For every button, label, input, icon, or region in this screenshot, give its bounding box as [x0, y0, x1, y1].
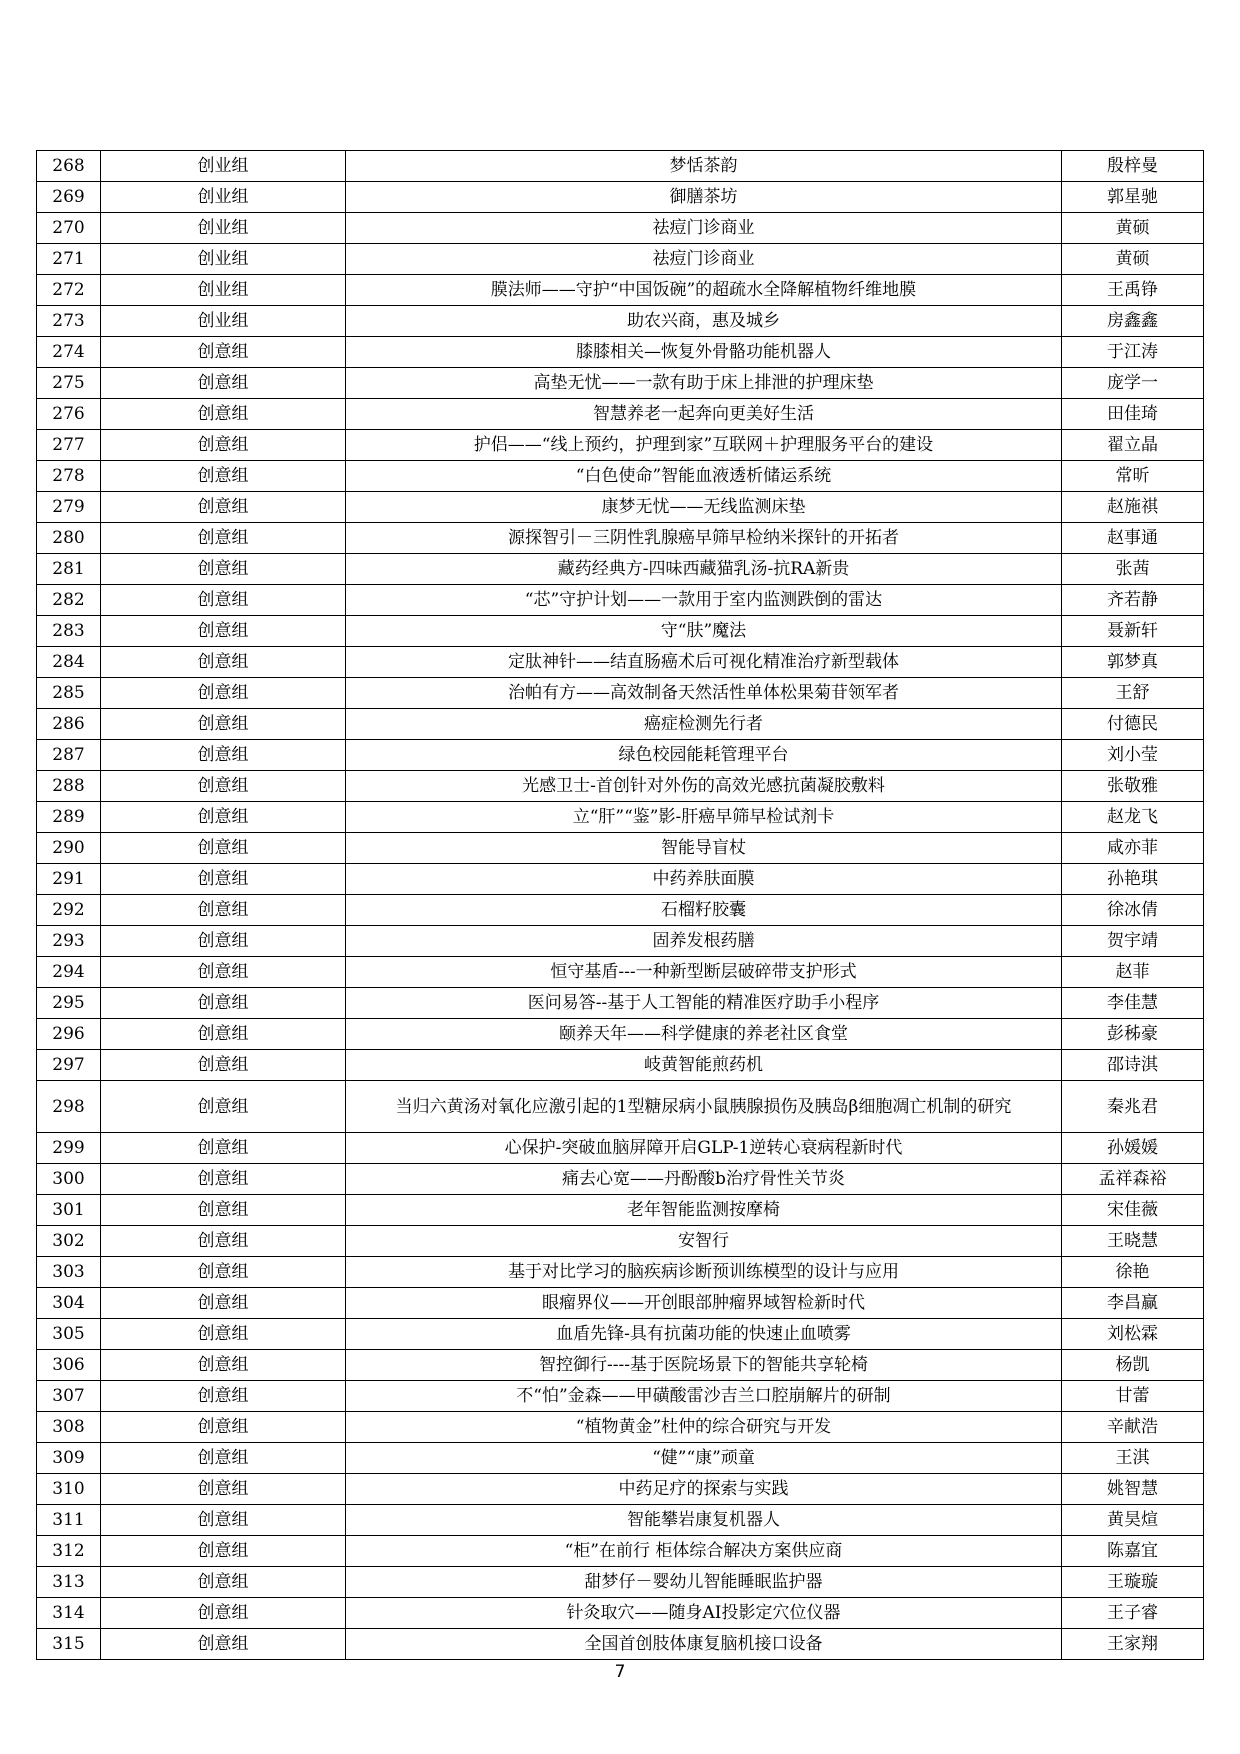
leader-name-cell: 杨凯 [1062, 1350, 1204, 1381]
table-row [37, 1081, 1204, 1133]
project-title-cell: 血盾先锋-具有抗菌功能的快速止血喷雾 [346, 1319, 1062, 1350]
project-title-cell: 祛痘门诊商业 [346, 213, 1062, 244]
table-row [37, 1350, 1204, 1381]
table-row [37, 1474, 1204, 1505]
project-title-cell: “健”“康”顽童 [346, 1443, 1062, 1474]
project-title-cell: 眼瘤界仪——开创眼部肿瘤界域智检新时代 [346, 1288, 1062, 1319]
row-number: 287 [37, 740, 101, 771]
row-number: 269 [37, 182, 101, 213]
project-title-cell: 中药养肤面膜 [346, 864, 1062, 895]
leader-name-cell: 庞学一 [1062, 368, 1204, 399]
group-cell: 创意组 [101, 895, 346, 926]
project-title-cell: 不“怕”金森——甲磺酸雷沙吉兰口腔崩解片的研制 [346, 1381, 1062, 1412]
leader-name-cell: 张敬雅 [1062, 771, 1204, 802]
leader-name-cell: 辛献浩 [1062, 1412, 1204, 1443]
project-title-cell: 光感卫士-首创针对外伤的高效光感抗菌凝胶敷料 [346, 771, 1062, 802]
row-number: 285 [37, 678, 101, 709]
project-title-cell: 智能导盲杖 [346, 833, 1062, 864]
group-cell: 创业组 [101, 151, 346, 182]
table-row [37, 864, 1204, 895]
table-row [37, 1629, 1204, 1660]
leader-name-cell: 黄昊煊 [1062, 1505, 1204, 1536]
project-title-cell: 中药足疗的探索与实践 [346, 1474, 1062, 1505]
table-row [37, 337, 1204, 368]
row-number: 286 [37, 709, 101, 740]
table-row [37, 1195, 1204, 1226]
leader-name-cell: 常昕 [1062, 461, 1204, 492]
leader-name-cell: 赵事通 [1062, 523, 1204, 554]
leader-name-cell: 王璇璇 [1062, 1567, 1204, 1598]
leader-name-cell: 秦兆君 [1062, 1081, 1204, 1133]
row-number: 274 [37, 337, 101, 368]
group-cell: 创意组 [101, 1319, 346, 1350]
table-row [37, 1443, 1204, 1474]
project-title-cell: “白色使命”智能血液透析储运系统 [346, 461, 1062, 492]
leader-name-cell: 宋佳薇 [1062, 1195, 1204, 1226]
leader-name-cell: 徐冰倩 [1062, 895, 1204, 926]
table-row [37, 1412, 1204, 1443]
project-title-cell: 老年智能监测按摩椅 [346, 1195, 1062, 1226]
project-title-cell: 癌症检测先行者 [346, 709, 1062, 740]
leader-name-cell: 翟立晶 [1062, 430, 1204, 461]
project-list-body [37, 151, 1204, 1660]
table-row [37, 1164, 1204, 1195]
table-row [37, 554, 1204, 585]
row-number: 281 [37, 554, 101, 585]
leader-name-cell: 王禹铮 [1062, 275, 1204, 306]
table-row [37, 213, 1204, 244]
group-cell: 创意组 [101, 1567, 346, 1598]
leader-name-cell: 刘松霖 [1062, 1319, 1204, 1350]
group-cell: 创业组 [101, 213, 346, 244]
table-row [37, 461, 1204, 492]
leader-name-cell: 孙艳琪 [1062, 864, 1204, 895]
row-number: 310 [37, 1474, 101, 1505]
project-title-cell: “植物黄金”杜仲的综合研究与开发 [346, 1412, 1062, 1443]
group-cell: 创意组 [101, 399, 346, 430]
leader-name-cell: 陈嘉宜 [1062, 1536, 1204, 1567]
leader-name-cell: 彭秭豪 [1062, 1019, 1204, 1050]
group-cell: 创意组 [101, 1226, 346, 1257]
group-cell: 创意组 [101, 337, 346, 368]
leader-name-cell: 王舒 [1062, 678, 1204, 709]
row-number: 284 [37, 647, 101, 678]
leader-name-cell: 房鑫鑫 [1062, 306, 1204, 337]
table-row [37, 492, 1204, 523]
project-title-cell: 藏药经典方-四味西藏猫乳汤-抗RA新贵 [346, 554, 1062, 585]
row-number: 282 [37, 585, 101, 616]
table-row [37, 244, 1204, 275]
project-title-cell: 高垫无忧——一款有助于床上排泄的护理床垫 [346, 368, 1062, 399]
group-cell: 创意组 [101, 833, 346, 864]
group-cell: 创意组 [101, 740, 346, 771]
group-cell: 创意组 [101, 864, 346, 895]
group-cell: 创意组 [101, 1350, 346, 1381]
project-title-cell: 智控御行----基于医院场景下的智能共享轮椅 [346, 1350, 1062, 1381]
row-number: 278 [37, 461, 101, 492]
row-number: 292 [37, 895, 101, 926]
table-row [37, 1133, 1204, 1164]
table-row [37, 1050, 1204, 1081]
group-cell: 创意组 [101, 678, 346, 709]
project-title-cell: 心保护-突破血脑屏障开启GLP-1逆转心衰病程新时代 [346, 1133, 1062, 1164]
group-cell: 创意组 [101, 1381, 346, 1412]
row-number: 294 [37, 957, 101, 988]
project-title-cell: 治帕有方——高效制备天然活性单体松果菊苷领军者 [346, 678, 1062, 709]
group-cell: 创意组 [101, 802, 346, 833]
group-cell: 创意组 [101, 1195, 346, 1226]
row-number: 268 [37, 151, 101, 182]
project-title-cell: 御膳茶坊 [346, 182, 1062, 213]
project-title-cell: 助农兴商，惠及城乡 [346, 306, 1062, 337]
table-row [37, 399, 1204, 430]
leader-name-cell: 孙媛媛 [1062, 1133, 1204, 1164]
table-row [37, 957, 1204, 988]
project-title-cell: 恒守基盾---一种新型断层破碎带支护形式 [346, 957, 1062, 988]
row-number: 305 [37, 1319, 101, 1350]
group-cell: 创意组 [101, 1019, 346, 1050]
table-row [37, 771, 1204, 802]
table-row [37, 647, 1204, 678]
group-cell: 创意组 [101, 461, 346, 492]
leader-name-cell: 黄硕 [1062, 244, 1204, 275]
leader-name-cell: 李昌赢 [1062, 1288, 1204, 1319]
table-row [37, 802, 1204, 833]
row-number: 293 [37, 926, 101, 957]
row-number: 280 [37, 523, 101, 554]
row-number: 302 [37, 1226, 101, 1257]
leader-name-cell: 赵菲 [1062, 957, 1204, 988]
leader-name-cell: 殷梓曼 [1062, 151, 1204, 182]
row-number: 299 [37, 1133, 101, 1164]
leader-name-cell: 田佳琦 [1062, 399, 1204, 430]
group-cell: 创意组 [101, 1474, 346, 1505]
leader-name-cell: 聂新轩 [1062, 616, 1204, 647]
project-title-cell: 智能攀岩康复机器人 [346, 1505, 1062, 1536]
table-row [37, 709, 1204, 740]
table-row [37, 1505, 1204, 1536]
group-cell: 创意组 [101, 988, 346, 1019]
leader-name-cell: 赵龙飞 [1062, 802, 1204, 833]
group-cell: 创意组 [101, 368, 346, 399]
table-row [37, 988, 1204, 1019]
table-row [37, 430, 1204, 461]
table-row [37, 833, 1204, 864]
leader-name-cell: 徐艳 [1062, 1257, 1204, 1288]
row-number: 315 [37, 1629, 101, 1660]
row-number: 306 [37, 1350, 101, 1381]
row-number: 279 [37, 492, 101, 523]
table-row [37, 616, 1204, 647]
leader-name-cell: 姚智慧 [1062, 1474, 1204, 1505]
project-title-cell: 颐养天年——科学健康的养老社区食堂 [346, 1019, 1062, 1050]
table-row [37, 275, 1204, 306]
row-number: 276 [37, 399, 101, 430]
group-cell: 创意组 [101, 1050, 346, 1081]
project-title-cell: 岐黄智能煎药机 [346, 1050, 1062, 1081]
project-title-cell: 甜梦仔－婴幼儿智能睡眠监护器 [346, 1567, 1062, 1598]
project-title-cell: “柜”在前行 柜体综合解决方案供应商 [346, 1536, 1062, 1567]
table-row [37, 1381, 1204, 1412]
group-cell: 创意组 [101, 709, 346, 740]
row-number: 308 [37, 1412, 101, 1443]
row-number: 271 [37, 244, 101, 275]
row-number: 277 [37, 430, 101, 461]
row-number: 296 [37, 1019, 101, 1050]
group-cell: 创意组 [101, 1412, 346, 1443]
group-cell: 创意组 [101, 1598, 346, 1629]
leader-name-cell: 黄硕 [1062, 213, 1204, 244]
group-cell: 创意组 [101, 1133, 346, 1164]
row-number: 273 [37, 306, 101, 337]
leader-name-cell: 邵诗淇 [1062, 1050, 1204, 1081]
project-title-cell: 护侣——“线上预约，护理到家”互联网＋护理服务平台的建设 [346, 430, 1062, 461]
group-cell: 创意组 [101, 492, 346, 523]
table-row [37, 368, 1204, 399]
group-cell: 创意组 [101, 523, 346, 554]
row-number: 295 [37, 988, 101, 1019]
leader-name-cell: 李佳慧 [1062, 988, 1204, 1019]
group-cell: 创意组 [101, 1536, 346, 1567]
row-number: 288 [37, 771, 101, 802]
group-cell: 创意组 [101, 1629, 346, 1660]
row-number: 309 [37, 1443, 101, 1474]
table-row [37, 895, 1204, 926]
project-title-cell: 膜法师——守护“中国饭碗”的超疏水全降解植物纤维地膜 [346, 275, 1062, 306]
page-number: 7 [614, 1662, 626, 1682]
row-number: 300 [37, 1164, 101, 1195]
table-row [37, 1257, 1204, 1288]
project-title-cell: 基于对比学习的脑疾病诊断预训练模型的设计与应用 [346, 1257, 1062, 1288]
leader-name-cell: 咸亦菲 [1062, 833, 1204, 864]
table-row [37, 1019, 1204, 1050]
row-number: 272 [37, 275, 101, 306]
group-cell: 创意组 [101, 554, 346, 585]
project-title-cell: 固养发根药膳 [346, 926, 1062, 957]
table-row [37, 926, 1204, 957]
project-title-cell: 守“肤”魔法 [346, 616, 1062, 647]
row-number: 283 [37, 616, 101, 647]
table-row [37, 585, 1204, 616]
project-list-table [36, 150, 1204, 1660]
project-title-cell: “芯”守护计划——一款用于室内监测跌倒的雷达 [346, 585, 1062, 616]
leader-name-cell: 孟祥森裕 [1062, 1164, 1204, 1195]
row-number: 314 [37, 1598, 101, 1629]
table-row [37, 740, 1204, 771]
group-cell: 创意组 [101, 430, 346, 461]
project-title-cell: 石榴籽胶囊 [346, 895, 1062, 926]
group-cell: 创业组 [101, 275, 346, 306]
table-row [37, 1567, 1204, 1598]
group-cell: 创业组 [101, 244, 346, 275]
group-cell: 创意组 [101, 647, 346, 678]
leader-name-cell: 齐若静 [1062, 585, 1204, 616]
table-row [37, 306, 1204, 337]
leader-name-cell: 王家翔 [1062, 1629, 1204, 1660]
leader-name-cell: 王晓慧 [1062, 1226, 1204, 1257]
leader-name-cell: 郭星驰 [1062, 182, 1204, 213]
table-row [37, 182, 1204, 213]
row-number: 307 [37, 1381, 101, 1412]
project-title-cell: 智慧养老一起奔向更美好生活 [346, 399, 1062, 430]
row-number: 290 [37, 833, 101, 864]
project-title-cell: 康梦无忧——无线监测床垫 [346, 492, 1062, 523]
project-title-cell: 绿色校园能耗管理平台 [346, 740, 1062, 771]
group-cell: 创意组 [101, 616, 346, 647]
project-title-cell: 梦恬茶韵 [346, 151, 1062, 182]
row-number: 291 [37, 864, 101, 895]
group-cell: 创意组 [101, 1505, 346, 1536]
group-cell: 创意组 [101, 926, 346, 957]
group-cell: 创业组 [101, 306, 346, 337]
row-number: 275 [37, 368, 101, 399]
leader-name-cell: 甘蕾 [1062, 1381, 1204, 1412]
project-title-cell: 当归六黄汤对氧化应激引起的1型糖尿病小鼠胰腺损伤及胰岛β细胞凋亡机制的研究 [346, 1081, 1062, 1133]
group-cell: 创意组 [101, 957, 346, 988]
table-row [37, 1319, 1204, 1350]
leader-name-cell: 刘小莹 [1062, 740, 1204, 771]
row-number: 311 [37, 1505, 101, 1536]
table-row [37, 1288, 1204, 1319]
row-number: 303 [37, 1257, 101, 1288]
project-title-cell: 安智行 [346, 1226, 1062, 1257]
row-number: 289 [37, 802, 101, 833]
leader-name-cell: 贺宇靖 [1062, 926, 1204, 957]
project-title-cell: 立“肝”“鉴”影-肝癌早筛早检试剂卡 [346, 802, 1062, 833]
row-number: 298 [37, 1081, 101, 1133]
leader-name-cell: 王淇 [1062, 1443, 1204, 1474]
project-title-cell: 全国首创肢体康复脑机接口设备 [346, 1629, 1062, 1660]
group-cell: 创业组 [101, 182, 346, 213]
row-number: 313 [37, 1567, 101, 1598]
project-title-cell: 痛去心宽——丹酚酸b治疗骨性关节炎 [346, 1164, 1062, 1195]
group-cell: 创意组 [101, 585, 346, 616]
project-title-cell: 源探智引－三阴性乳腺癌早筛早检纳米探针的开拓者 [346, 523, 1062, 554]
leader-name-cell: 于江涛 [1062, 337, 1204, 368]
table-row [37, 1598, 1204, 1629]
leader-name-cell: 郭梦真 [1062, 647, 1204, 678]
group-cell: 创意组 [101, 1257, 346, 1288]
leader-name-cell: 张茜 [1062, 554, 1204, 585]
row-number: 301 [37, 1195, 101, 1226]
leader-name-cell: 付德民 [1062, 709, 1204, 740]
group-cell: 创意组 [101, 1081, 346, 1133]
group-cell: 创意组 [101, 1443, 346, 1474]
row-number: 270 [37, 213, 101, 244]
table-row [37, 151, 1204, 182]
row-number: 297 [37, 1050, 101, 1081]
group-cell: 创意组 [101, 1288, 346, 1319]
group-cell: 创意组 [101, 771, 346, 802]
table-row [37, 1536, 1204, 1567]
table-row [37, 523, 1204, 554]
leader-name-cell: 王子睿 [1062, 1598, 1204, 1629]
row-number: 312 [37, 1536, 101, 1567]
table-row [37, 1226, 1204, 1257]
project-title-cell: 膝膝相关—恢复外骨骼功能机器人 [346, 337, 1062, 368]
group-cell: 创意组 [101, 1164, 346, 1195]
row-number: 304 [37, 1288, 101, 1319]
project-title-cell: 祛痘门诊商业 [346, 244, 1062, 275]
table-row [37, 678, 1204, 709]
leader-name-cell: 赵施祺 [1062, 492, 1204, 523]
project-title-cell: 定肽神针——结直肠癌术后可视化精准治疗新型载体 [346, 647, 1062, 678]
project-title-cell: 医问易答--基于人工智能的精准医疗助手小程序 [346, 988, 1062, 1019]
project-title-cell: 针灸取穴——随身AI投影定穴位仪器 [346, 1598, 1062, 1629]
